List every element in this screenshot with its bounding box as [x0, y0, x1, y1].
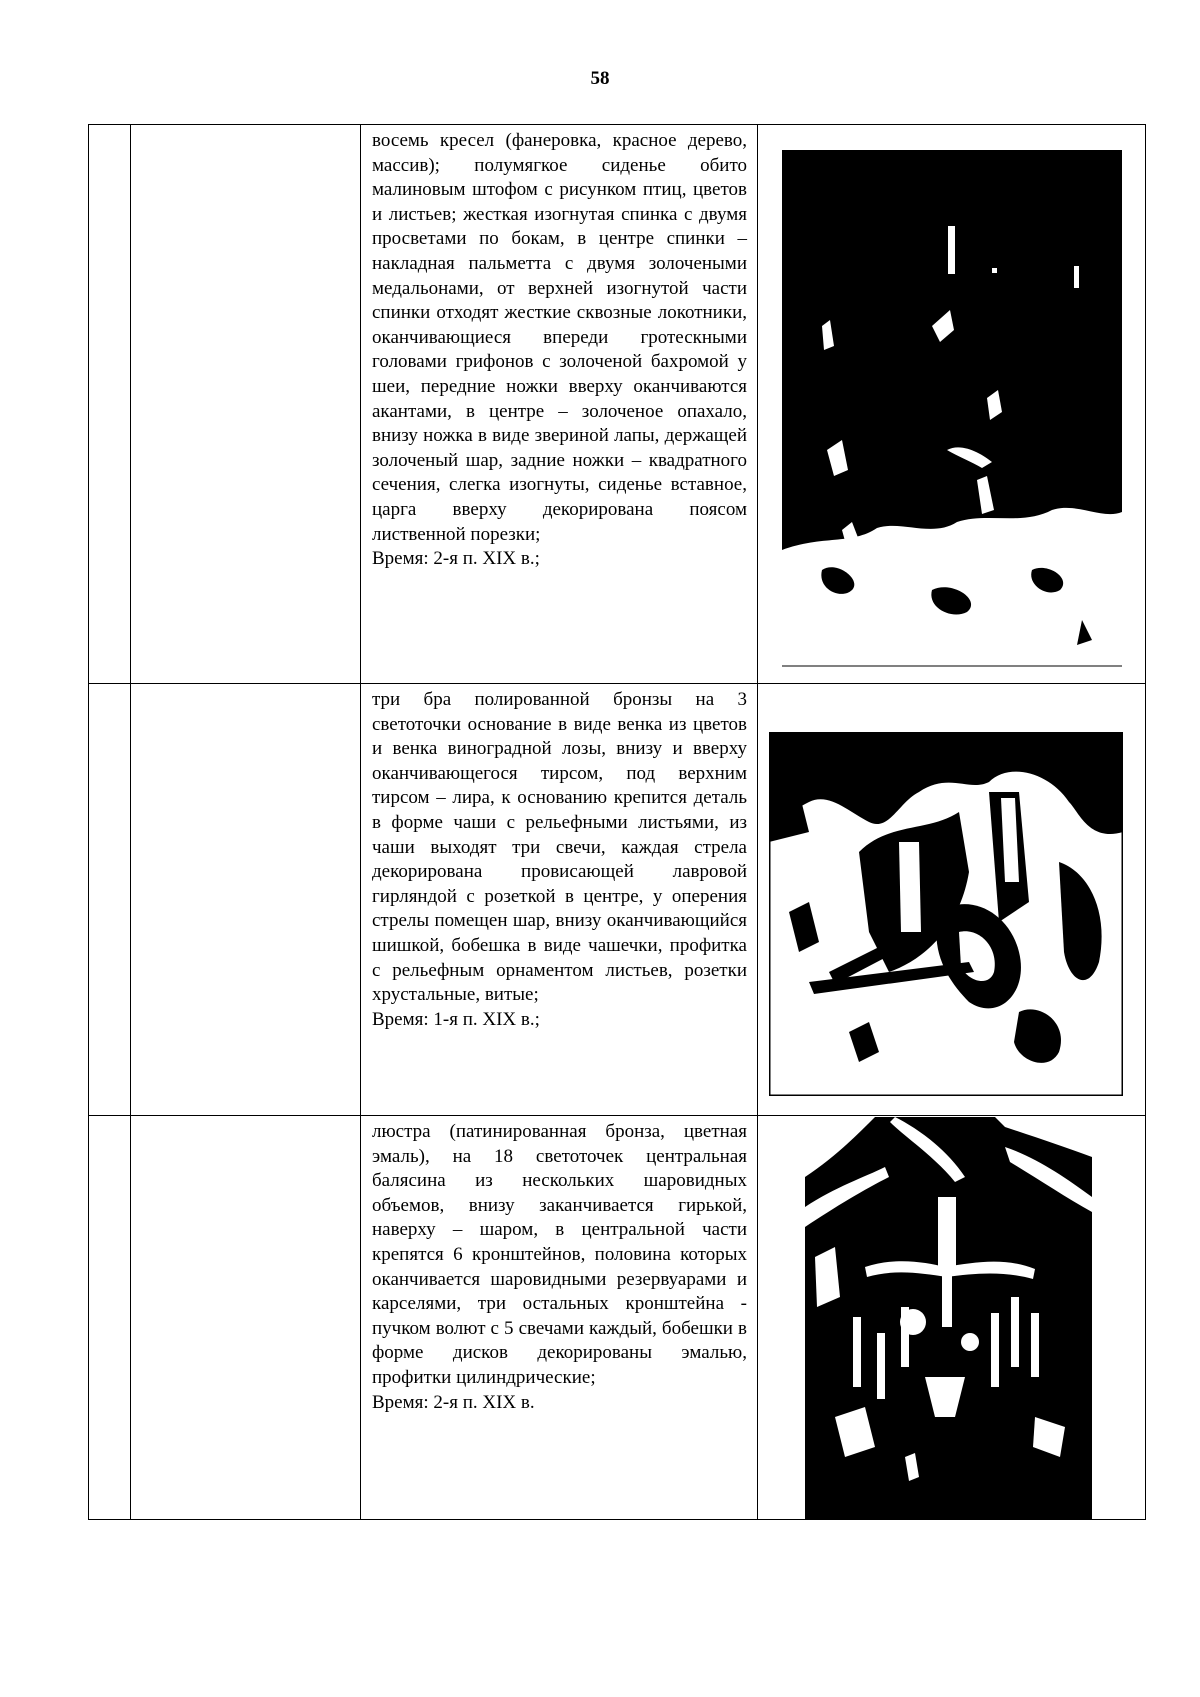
chandelier-photo: [805, 1117, 1092, 1519]
name-cell: [131, 684, 361, 1116]
item-description: восемь кресел (фанеровка, красное дерево, массив); полумягкое сиденье обито малиновым штофом с рисунком птиц, цветов и листьев; жесткая изогнутая спинка с двумя просветами по бокам, в центре спинки – накладная пальметта с двумя золочеными медальонами, от верхней изогнутой части спинки отходят жесткие сквозные локотники, оканчивающиеся впереди гротескными головами грифонов с золоченой бахромой у шеи, передние ножки вверху оканчиваются акантами, в центре – золоченое опахало, внизу ножка в виде звериной лапы, держащей золоченый шар, задние ножки – квадратного сечения, слегка изогнуты, сиденье вставное, царга вверху декорирована поясом лиственной порезки;: [372, 130, 747, 545]
description-cell: [361, 684, 758, 1116]
table-row: [89, 1116, 1146, 1520]
photo-cell: [758, 125, 1146, 684]
number-cell: [89, 1116, 131, 1520]
photo-cell: [758, 684, 1146, 1116]
name-cell: [131, 125, 361, 684]
name-cell: [131, 1116, 361, 1520]
description-cell: [361, 1116, 758, 1520]
table-row: [89, 684, 1146, 1116]
armchair-photo: [782, 150, 1122, 672]
table-row: [89, 125, 1146, 684]
description-cell: [361, 125, 758, 684]
sconce-photo: [769, 732, 1123, 1096]
item-description: люстра (патинированная бронза, цветная эмаль), на 18 светоточек центральная балясина из нескольких шаровидных объемов, внизу заканчивается гирькой, наверху – шаром, в центральной части крепятся 6 кронштейнов, половина которых оканчивается шаровидными резервуарами и карселями, три остальных кронштейна - пучком волют с 5 свечами каждый, бобешки в форме дисков декорированы эмалью, профитки цилиндрические;: [372, 1121, 747, 1388]
number-cell: [89, 125, 131, 684]
item-description: три бра полированной бронзы на 3 светоточки основание в виде венка из цветов и венка виноградной лозы, внизу и вверху оканчивающегося тирсом, под верхним тирсом – лира, к основанию крепится деталь в форме чаши с рельефными листьями, из чаши выходят три свечи, каждая стрела декорирована провисающей лавровой гирляндой с розеткой в центре, у оперения стрелы помещен шар, внизу оканчивающийся шишкой, бобешка в виде чашечки, профитка с рельефным орнаментом листьев, розетки хрустальные, витые;: [372, 689, 747, 1006]
page-number: 58: [590, 68, 610, 89]
item-time: Время: 1-я п. XIX в.;: [372, 1008, 540, 1030]
number-cell: [89, 684, 131, 1116]
photo-cell: [758, 1116, 1146, 1520]
item-time: Время: 2-я п. XIX в.: [372, 1391, 535, 1413]
item-time: Время: 2-я п. XIX в.;: [372, 548, 540, 570]
inventory-table: [88, 124, 1146, 1520]
